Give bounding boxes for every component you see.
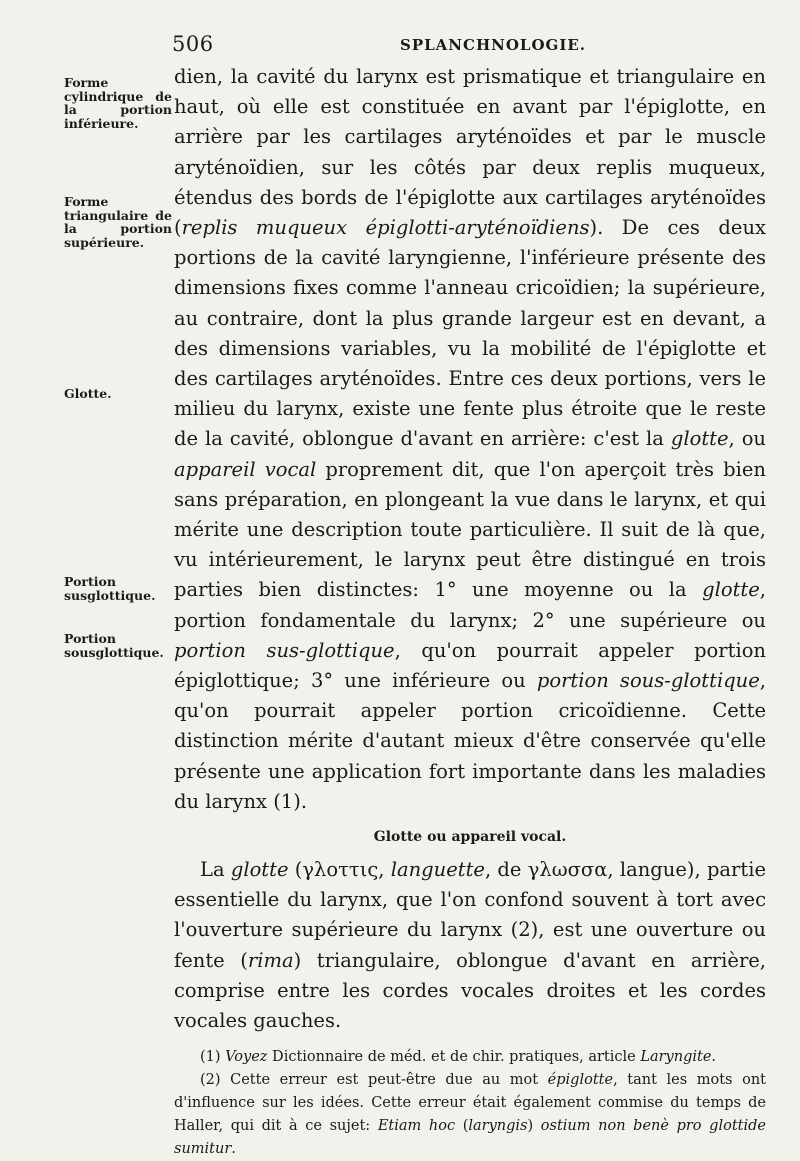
text-run: (2) Cette erreur est peut-être due au mot xyxy=(200,1072,548,1089)
italic-term: appareil vocal xyxy=(174,457,317,481)
italic-term: rima xyxy=(247,948,294,972)
margin-note-forme-cylindrique: Forme cylindrique de la portion inférieure. xyxy=(64,75,172,131)
text-run: , qu'on pourrait appeler portion cricoïdienne. Cette distinction mérite d'autant mieux d'être conservée qu'elle présente une application fort importante dans les maladies du larynx (1). xyxy=(174,669,766,813)
main-text xyxy=(174,62,766,1161)
italic-term: replis muqueux épiglotti-aryténoïdiens xyxy=(181,216,590,240)
italic-term: glotte xyxy=(670,427,729,451)
text-run: , de γλωσσα, langue), partie essentielle du larynx, que l'on confond souvent à tort avec l'ouverture supérieure du larynx (2), est une ouverture ou fente ( xyxy=(174,858,766,972)
italic-term: portion sus-glottique xyxy=(174,638,395,662)
paragraph-glotte-definition xyxy=(174,855,766,1036)
text-run: . xyxy=(231,1141,236,1158)
margin-note-glotte: Glotte. xyxy=(64,386,112,401)
footnote-2 xyxy=(174,1069,766,1161)
italic-term: Voyez xyxy=(225,1049,268,1066)
text-run: , tant les mots ont d'influence sur les idées. Cette erreur était également commise du temps de Haller, qui dit à ce sujet: xyxy=(174,1072,766,1135)
text-run: , ou xyxy=(728,427,766,451)
italic-term: glotte xyxy=(702,578,760,602)
text-run: , qu'on pourrait appeler portion épiglottique; 3° une inférieure ou xyxy=(174,638,766,693)
italic-term: épiglotte xyxy=(547,1072,614,1089)
text-run: (γλοττις, xyxy=(288,858,391,882)
italic-term: Laryngite xyxy=(640,1049,712,1066)
text-run: ) triangulaire, oblongue d'avant en arrière, comprise entre les cordes vocales droites et les cordes vocales gauches. xyxy=(174,948,767,1033)
text-run: proprement dit, que l'on aperçoit très bien sans préparation, en plongeant la vue dans le larynx, et qui mérite une description toute particulière. Il suit de là que, vu intérieurement, le larynx peut être distingué en trois parties bien distinctes: 1° une moyenne ou la xyxy=(174,457,766,602)
running-title: SPLANCHNOLOGIE. xyxy=(400,36,586,54)
italic-term: ostium non benè pro glottide sumitur xyxy=(174,1118,766,1158)
margin-note-portion-sous-glottique: Portion sousglottique. xyxy=(64,631,164,660)
text-run: , portion fondamentale du larynx; 2° une supérieure ou xyxy=(174,578,766,632)
margin-note-forme-triangulaire: Forme triangulaire de la portion supérieure. xyxy=(64,194,172,250)
text-run: dien, la cavité du larynx est prismatique et triangulaire en haut, où elle est constituée en avant par l'épiglotte, en arrière par les cartilages aryténoïdes et par le muscle aryténoïdien, sur les côtés par deux replis muqueux, étendus des bords de l'épiglotte aux cartilages aryténoïdes ( xyxy=(174,65,766,240)
footnote-1 xyxy=(174,1046,766,1069)
text-run: (1) xyxy=(200,1049,226,1066)
margin-note-portion-sus-glottique: Portion susglottique. xyxy=(64,574,156,603)
italic-term: glotte xyxy=(230,858,289,882)
italic-term: laryngis xyxy=(468,1118,528,1135)
text-run: ). De ces deux portions de la cavité laryngienne, l'inférieure présente des dimensions fixes comme l'anneau cricoïdien; la supérieure, au contraire, dont la plus grande largeur est en devant, a des dimensions variables, vu la mobilité de l'épiglotte et des cartilages aryténoïdes. Entre ces deux portions, vers le milieu du larynx, existe une fente plus étroite que le reste de la cavité, oblongue d'avant en arrière: c'est la xyxy=(174,216,767,451)
italic-term: portion sous-glottique xyxy=(536,669,760,693)
paragraph-larynx-cavity xyxy=(174,62,766,817)
page-header xyxy=(0,28,800,60)
text-run: La xyxy=(200,858,231,882)
text-run: ) xyxy=(527,1118,541,1135)
text-run: ( xyxy=(455,1118,469,1135)
text-run: . xyxy=(711,1049,717,1066)
page-number: 506 xyxy=(172,32,214,56)
text-run: Dictionnaire de méd. et de chir. pratiques, article xyxy=(267,1049,641,1066)
section-heading: Glotte ou appareil vocal. xyxy=(373,829,567,846)
italic-term: Etiam hoc xyxy=(377,1118,456,1135)
footnotes xyxy=(174,1046,766,1161)
italic-term: languette xyxy=(390,858,485,882)
